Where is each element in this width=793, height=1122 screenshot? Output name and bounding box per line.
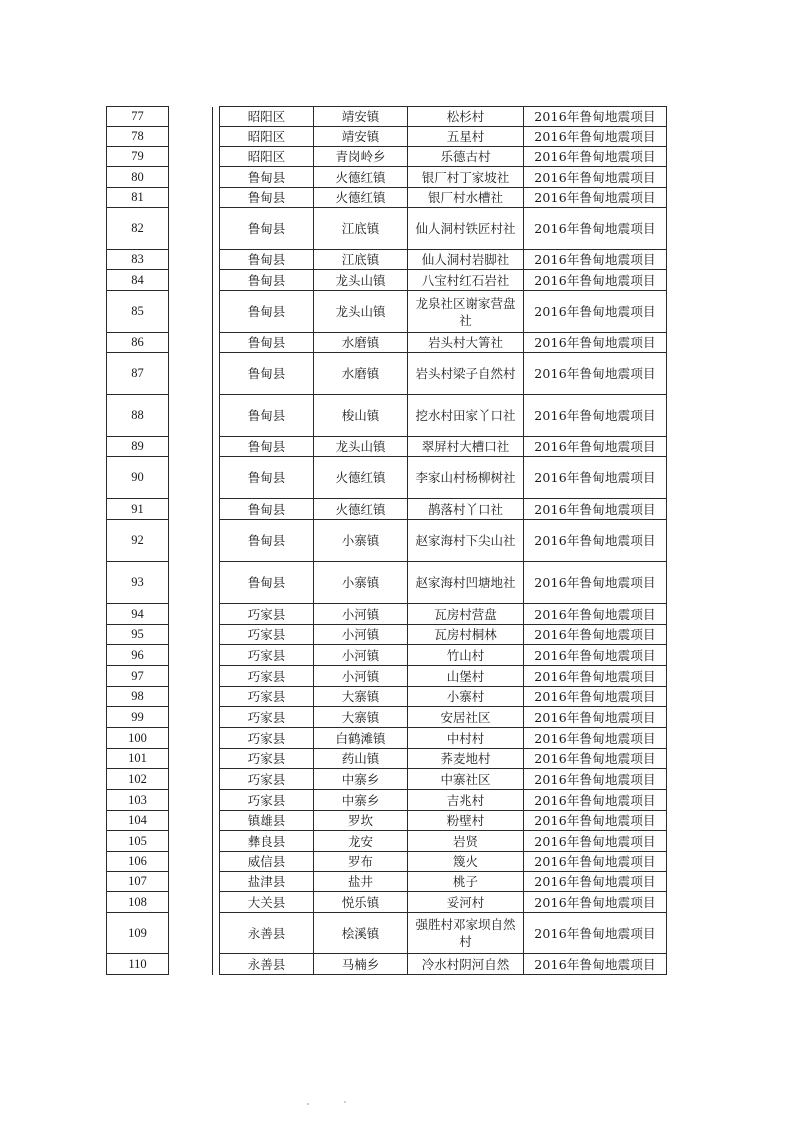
- empty-cell: [213, 250, 220, 270]
- county-cell: 鲁甸县: [220, 250, 314, 270]
- county-cell: 永善县: [220, 913, 314, 954]
- row-number: 81: [107, 188, 169, 208]
- table-row: [107, 831, 667, 852]
- project-cell: 2016年鲁甸地震项目: [524, 666, 667, 687]
- village-cell: 岩贤: [408, 831, 524, 852]
- empty-cell: [213, 892, 220, 913]
- project-cell: 2016年鲁甸地震项目: [524, 728, 667, 749]
- county-cell: 巧家县: [220, 728, 314, 749]
- empty-cell: [169, 250, 213, 270]
- village-cell: 银厂村丁家坡社: [408, 167, 524, 188]
- table-row: [107, 728, 667, 749]
- row-number: 106: [107, 852, 169, 872]
- table-row: [107, 749, 667, 769]
- empty-cell: [169, 913, 213, 954]
- table-row: [107, 270, 667, 291]
- empty-cell: [169, 811, 213, 831]
- empty-cell: [213, 395, 220, 437]
- county-cell: 巧家县: [220, 769, 314, 790]
- project-cell: 2016年鲁甸地震项目: [524, 457, 667, 499]
- project-cell: 2016年鲁甸地震项目: [524, 707, 667, 728]
- empty-cell: [169, 167, 213, 188]
- county-cell: 鲁甸县: [220, 395, 314, 437]
- county-cell: 鲁甸县: [220, 333, 314, 353]
- empty-cell: [169, 291, 213, 333]
- village-cell: 妥河村: [408, 892, 524, 913]
- table-row: [107, 520, 667, 562]
- table-row: [107, 954, 667, 975]
- project-cell: 2016年鲁甸地震项目: [524, 852, 667, 872]
- empty-cell: [213, 811, 220, 831]
- project-cell: 2016年鲁甸地震项目: [524, 127, 667, 147]
- town-cell: 靖安镇: [314, 127, 408, 147]
- table-row: [107, 707, 667, 728]
- empty-cell: [169, 208, 213, 250]
- table-row: [107, 250, 667, 270]
- row-number: 94: [107, 604, 169, 625]
- empty-cell: [169, 604, 213, 625]
- town-cell: 龙头山镇: [314, 270, 408, 291]
- row-number: 105: [107, 831, 169, 852]
- town-cell: 小河镇: [314, 625, 408, 645]
- village-cell: 银厂村水槽社: [408, 188, 524, 208]
- town-cell: 桧溪镇: [314, 913, 408, 954]
- county-cell: 彝良县: [220, 831, 314, 852]
- table-row: [107, 872, 667, 892]
- table-row: [107, 666, 667, 687]
- table-row: [107, 645, 667, 666]
- empty-cell: [213, 790, 220, 811]
- town-cell: 小河镇: [314, 645, 408, 666]
- row-number: 79: [107, 147, 169, 167]
- village-cell: 赵家海村下尖山社: [408, 520, 524, 562]
- empty-cell: [213, 769, 220, 790]
- project-cell: 2016年鲁甸地震项目: [524, 188, 667, 208]
- scan-speck: [344, 1101, 346, 1103]
- empty-cell: [213, 167, 220, 188]
- scan-speck: [307, 1103, 309, 1105]
- town-cell: 水磨镇: [314, 353, 408, 395]
- empty-cell: [213, 107, 220, 127]
- empty-cell: [213, 208, 220, 250]
- project-cell: 2016年鲁甸地震项目: [524, 892, 667, 913]
- row-number: 101: [107, 749, 169, 769]
- empty-cell: [169, 499, 213, 520]
- county-cell: 巧家县: [220, 790, 314, 811]
- empty-cell: [169, 188, 213, 208]
- project-cell: 2016年鲁甸地震项目: [524, 270, 667, 291]
- project-cell: 2016年鲁甸地震项目: [524, 831, 667, 852]
- project-cell: 2016年鲁甸地震项目: [524, 250, 667, 270]
- table-row: [107, 811, 667, 831]
- empty-cell: [169, 852, 213, 872]
- row-number: 107: [107, 872, 169, 892]
- empty-cell: [213, 604, 220, 625]
- row-number: 97: [107, 666, 169, 687]
- empty-cell: [169, 954, 213, 975]
- empty-cell: [213, 333, 220, 353]
- table-row: [107, 499, 667, 520]
- earthquake-project-table: [106, 106, 667, 975]
- table-row: [107, 892, 667, 913]
- project-cell: 2016年鲁甸地震项目: [524, 769, 667, 790]
- table-row: [107, 147, 667, 167]
- county-cell: 鲁甸县: [220, 437, 314, 457]
- row-number: 104: [107, 811, 169, 831]
- project-cell: 2016年鲁甸地震项目: [524, 353, 667, 395]
- empty-cell: [213, 147, 220, 167]
- town-cell: 靖安镇: [314, 107, 408, 127]
- table-row: [107, 395, 667, 437]
- table-row: [107, 562, 667, 604]
- town-cell: 盐井: [314, 872, 408, 892]
- empty-cell: [213, 270, 220, 291]
- table-row: [107, 107, 667, 127]
- empty-cell: [213, 520, 220, 562]
- table-row: [107, 625, 667, 645]
- county-cell: 巧家县: [220, 687, 314, 707]
- empty-cell: [213, 852, 220, 872]
- project-cell: 2016年鲁甸地震项目: [524, 395, 667, 437]
- village-cell: 松杉村: [408, 107, 524, 127]
- empty-cell: [169, 687, 213, 707]
- project-cell: 2016年鲁甸地震项目: [524, 208, 667, 250]
- empty-cell: [213, 188, 220, 208]
- town-cell: 小寨镇: [314, 520, 408, 562]
- table-row: [107, 208, 667, 250]
- row-number: 85: [107, 291, 169, 333]
- county-cell: 巧家县: [220, 666, 314, 687]
- project-cell: 2016年鲁甸地震项目: [524, 790, 667, 811]
- project-cell: 2016年鲁甸地震项目: [524, 520, 667, 562]
- town-cell: 小寨镇: [314, 562, 408, 604]
- county-cell: 巧家县: [220, 645, 314, 666]
- empty-cell: [169, 645, 213, 666]
- village-cell: 瓦房村桐林: [408, 625, 524, 645]
- village-cell: 安居社区: [408, 707, 524, 728]
- village-cell: 岩头村梁子自然村: [408, 353, 524, 395]
- table-row: [107, 687, 667, 707]
- county-cell: 昭阳区: [220, 127, 314, 147]
- county-cell: 鲁甸县: [220, 353, 314, 395]
- project-cell: 2016年鲁甸地震项目: [524, 562, 667, 604]
- table-row: [107, 457, 667, 499]
- project-cell: 2016年鲁甸地震项目: [524, 811, 667, 831]
- row-number: 99: [107, 707, 169, 728]
- project-cell: 2016年鲁甸地震项目: [524, 645, 667, 666]
- project-cell: 2016年鲁甸地震项目: [524, 749, 667, 769]
- row-number: 86: [107, 333, 169, 353]
- table-row: [107, 291, 667, 333]
- village-cell: 仙人洞村铁匠村社: [408, 208, 524, 250]
- project-cell: 2016年鲁甸地震项目: [524, 872, 667, 892]
- project-cell: 2016年鲁甸地震项目: [524, 167, 667, 188]
- empty-cell: [169, 457, 213, 499]
- empty-cell: [169, 728, 213, 749]
- row-number: 93: [107, 562, 169, 604]
- empty-cell: [169, 107, 213, 127]
- project-cell: 2016年鲁甸地震项目: [524, 625, 667, 645]
- village-cell: 中村村: [408, 728, 524, 749]
- empty-cell: [169, 127, 213, 147]
- county-cell: 巧家县: [220, 625, 314, 645]
- county-cell: 鲁甸县: [220, 520, 314, 562]
- empty-cell: [213, 645, 220, 666]
- empty-cell: [213, 291, 220, 333]
- row-number: 77: [107, 107, 169, 127]
- village-cell: 赵家海村凹塘地社: [408, 562, 524, 604]
- town-cell: 龙头山镇: [314, 291, 408, 333]
- empty-cell: [169, 333, 213, 353]
- project-cell: 2016年鲁甸地震项目: [524, 604, 667, 625]
- project-cell: 2016年鲁甸地震项目: [524, 333, 667, 353]
- town-cell: 火德红镇: [314, 457, 408, 499]
- project-cell: 2016年鲁甸地震项目: [524, 687, 667, 707]
- village-cell: 龙泉社区谢家营盘社: [408, 291, 524, 333]
- county-cell: 大关县: [220, 892, 314, 913]
- empty-cell: [169, 707, 213, 728]
- empty-cell: [213, 499, 220, 520]
- table-row: [107, 604, 667, 625]
- empty-cell: [213, 353, 220, 395]
- town-cell: 大寨镇: [314, 687, 408, 707]
- village-cell: 山堡村: [408, 666, 524, 687]
- village-cell: 中寨社区: [408, 769, 524, 790]
- project-cell: 2016年鲁甸地震项目: [524, 437, 667, 457]
- row-number: 100: [107, 728, 169, 749]
- table-row: [107, 913, 667, 954]
- empty-cell: [169, 749, 213, 769]
- row-number: 78: [107, 127, 169, 147]
- town-cell: 江底镇: [314, 250, 408, 270]
- row-number: 91: [107, 499, 169, 520]
- empty-cell: [213, 728, 220, 749]
- town-cell: 火德红镇: [314, 499, 408, 520]
- town-cell: 水磨镇: [314, 333, 408, 353]
- empty-cell: [213, 562, 220, 604]
- table-row: [107, 167, 667, 188]
- empty-cell: [169, 769, 213, 790]
- village-cell: 挖水村田家丫口社: [408, 395, 524, 437]
- empty-cell: [169, 872, 213, 892]
- empty-cell: [169, 790, 213, 811]
- county-cell: 鲁甸县: [220, 270, 314, 291]
- row-number: 84: [107, 270, 169, 291]
- village-cell: 李家山村杨柳树社: [408, 457, 524, 499]
- town-cell: 药山镇: [314, 749, 408, 769]
- village-cell: 强胜村邓家坝自然村: [408, 913, 524, 954]
- empty-cell: [169, 353, 213, 395]
- town-cell: 龙安: [314, 831, 408, 852]
- project-cell: 2016年鲁甸地震项目: [524, 954, 667, 975]
- row-number: 87: [107, 353, 169, 395]
- empty-cell: [213, 872, 220, 892]
- row-number: 92: [107, 520, 169, 562]
- empty-cell: [169, 437, 213, 457]
- row-number: 103: [107, 790, 169, 811]
- town-cell: 青岗岭乡: [314, 147, 408, 167]
- empty-cell: [213, 954, 220, 975]
- empty-cell: [169, 270, 213, 291]
- empty-cell: [213, 913, 220, 954]
- row-number: 109: [107, 913, 169, 954]
- empty-cell: [169, 625, 213, 645]
- town-cell: 小河镇: [314, 666, 408, 687]
- town-cell: 火德红镇: [314, 167, 408, 188]
- town-cell: 中寨乡: [314, 790, 408, 811]
- town-cell: 小河镇: [314, 604, 408, 625]
- village-cell: 八宝村红石岩社: [408, 270, 524, 291]
- row-number: 88: [107, 395, 169, 437]
- village-cell: 冷水村阴河自然: [408, 954, 524, 975]
- empty-cell: [213, 457, 220, 499]
- project-cell: 2016年鲁甸地震项目: [524, 499, 667, 520]
- county-cell: 威信县: [220, 852, 314, 872]
- row-number: 90: [107, 457, 169, 499]
- empty-cell: [213, 437, 220, 457]
- empty-cell: [213, 625, 220, 645]
- table-row: [107, 437, 667, 457]
- town-cell: 马楠乡: [314, 954, 408, 975]
- village-cell: 篾火: [408, 852, 524, 872]
- county-cell: 鲁甸县: [220, 457, 314, 499]
- village-cell: 粉壁村: [408, 811, 524, 831]
- village-cell: 竹山村: [408, 645, 524, 666]
- town-cell: 龙头山镇: [314, 437, 408, 457]
- row-number: 102: [107, 769, 169, 790]
- county-cell: 巧家县: [220, 604, 314, 625]
- row-number: 96: [107, 645, 169, 666]
- county-cell: 巧家县: [220, 749, 314, 769]
- county-cell: 鲁甸县: [220, 167, 314, 188]
- empty-cell: [169, 831, 213, 852]
- town-cell: 大寨镇: [314, 707, 408, 728]
- table-row: [107, 127, 667, 147]
- table-row: [107, 188, 667, 208]
- empty-cell: [169, 666, 213, 687]
- row-number: 98: [107, 687, 169, 707]
- project-cell: 2016年鲁甸地震项目: [524, 913, 667, 954]
- empty-cell: [213, 127, 220, 147]
- empty-cell: [169, 562, 213, 604]
- county-cell: 昭阳区: [220, 147, 314, 167]
- town-cell: 罗布: [314, 852, 408, 872]
- county-cell: 鲁甸县: [220, 291, 314, 333]
- county-cell: 鲁甸县: [220, 208, 314, 250]
- village-cell: 仙人洞村岩脚社: [408, 250, 524, 270]
- empty-cell: [169, 892, 213, 913]
- county-cell: 永善县: [220, 954, 314, 975]
- county-cell: 鲁甸县: [220, 188, 314, 208]
- town-cell: 梭山镇: [314, 395, 408, 437]
- empty-cell: [213, 749, 220, 769]
- county-cell: 盐津县: [220, 872, 314, 892]
- town-cell: 罗坎: [314, 811, 408, 831]
- county-cell: 鲁甸县: [220, 499, 314, 520]
- village-cell: 小寨村: [408, 687, 524, 707]
- row-number: 82: [107, 208, 169, 250]
- village-cell: 鹊落村丫口社: [408, 499, 524, 520]
- village-cell: 岩头村大箐社: [408, 333, 524, 353]
- table-row: [107, 353, 667, 395]
- empty-cell: [213, 707, 220, 728]
- village-cell: 吉兆村: [408, 790, 524, 811]
- village-cell: 五星村: [408, 127, 524, 147]
- village-cell: 乐德古村: [408, 147, 524, 167]
- row-number: 83: [107, 250, 169, 270]
- table-row: [107, 333, 667, 353]
- county-cell: 昭阳区: [220, 107, 314, 127]
- project-cell: 2016年鲁甸地震项目: [524, 291, 667, 333]
- empty-cell: [169, 520, 213, 562]
- empty-cell: [213, 666, 220, 687]
- row-number: 80: [107, 167, 169, 188]
- county-cell: 镇雄县: [220, 811, 314, 831]
- table-row: [107, 852, 667, 872]
- county-cell: 巧家县: [220, 707, 314, 728]
- town-cell: 江底镇: [314, 208, 408, 250]
- table-row: [107, 790, 667, 811]
- table-row: [107, 769, 667, 790]
- village-cell: 桃子: [408, 872, 524, 892]
- row-number: 108: [107, 892, 169, 913]
- county-cell: 鲁甸县: [220, 562, 314, 604]
- village-cell: 翠屏村大槽口社: [408, 437, 524, 457]
- town-cell: 中寨乡: [314, 769, 408, 790]
- row-number: 89: [107, 437, 169, 457]
- village-cell: 瓦房村营盘: [408, 604, 524, 625]
- project-cell: 2016年鲁甸地震项目: [524, 107, 667, 127]
- village-cell: 荞麦地村: [408, 749, 524, 769]
- town-cell: 白鹤滩镇: [314, 728, 408, 749]
- empty-cell: [213, 687, 220, 707]
- town-cell: 火德红镇: [314, 188, 408, 208]
- empty-cell: [169, 395, 213, 437]
- empty-cell: [213, 831, 220, 852]
- empty-cell: [169, 147, 213, 167]
- row-number: 95: [107, 625, 169, 645]
- town-cell: 悦乐镇: [314, 892, 408, 913]
- row-number: 110: [107, 954, 169, 975]
- project-cell: 2016年鲁甸地震项目: [524, 147, 667, 167]
